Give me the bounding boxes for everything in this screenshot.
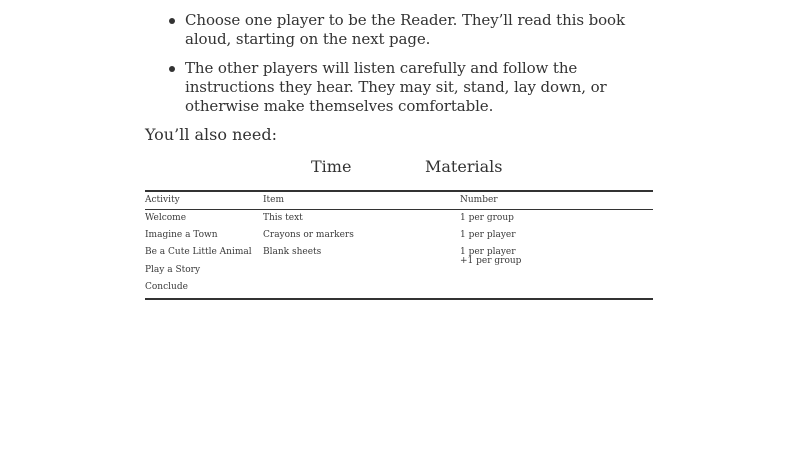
time-heading: Time: [311, 157, 352, 176]
number-cell: 1 per group: [460, 213, 514, 223]
list-item: [145, 11, 665, 49]
table-bottom-rule: [145, 298, 653, 300]
number-cell: +1 per group: [460, 256, 522, 266]
activity-cell: Conclude: [145, 282, 188, 292]
bullet-icon: [169, 18, 175, 24]
activity-cell: Play a Story: [145, 265, 201, 275]
header-activity: Activity: [145, 195, 180, 205]
materials-table: [145, 190, 653, 300]
bullet-text-reader: Choose one player to be the Reader. They’ll read this book aloud, starting on the next page.: [185, 11, 625, 48]
number-cell: 1 per player: [460, 230, 516, 240]
materials-heading: Materials: [425, 157, 503, 176]
list-item: [145, 59, 665, 116]
number-cell: 1 per player: [460, 247, 516, 257]
activity-cell: Imagine a Town: [145, 230, 218, 240]
bullet-text-listeners: The other players will listen carefully and follow the instructions they hear. They may sit, stand, lay down, or otherwise make themselves comfortable.: [185, 59, 607, 115]
table-top-rule: [145, 190, 653, 192]
also-need-text: You’ll also need:: [145, 125, 277, 144]
header-item: Item: [263, 195, 285, 205]
activity-cell: Be a Cute Little Animal: [145, 247, 252, 257]
item-cell: This text: [263, 213, 303, 223]
bullet-icon: [169, 66, 175, 72]
instructions-list: [145, 11, 665, 126]
item-cell: Blank sheets: [263, 247, 322, 257]
activity-cell: Welcome: [145, 213, 187, 223]
header-number: Number: [460, 195, 498, 205]
table-header-rule: [145, 209, 653, 210]
item-cell: Crayons or markers: [263, 230, 354, 240]
